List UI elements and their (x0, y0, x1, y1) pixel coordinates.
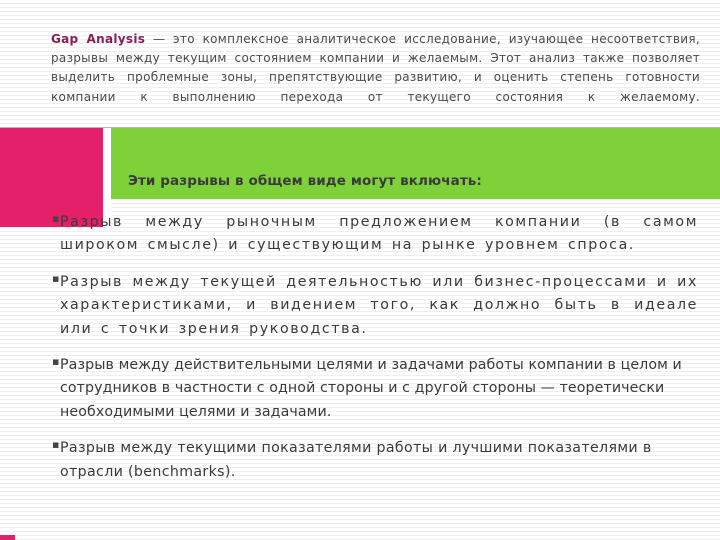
list-item (52, 354, 698, 424)
list-item-text: Разрыв между действительными целями и задачами работы компании в целом и сотрудников в частности с одной стороны и с другой стороны — теоретически необходимыми целями и задачами. (60, 357, 682, 420)
list-item-text: Разрыв между текущими показателями работы и лучшими показателями в отрасли (benchmarks). (60, 440, 652, 480)
pink-bottom-rule (0, 535, 15, 540)
intro-paragraph (51, 30, 700, 107)
intro-text: — это комплексное аналитическое исследование, изучающее несоответствия, разрывы между текущим состоянием компании и желаемым. Этот анализ также позволяет выделить проблемные зоны, препятствующие развитию, и оценить степень готовности компании к выполнению перехода от текущего состояния к желаемому. (51, 32, 700, 104)
bullet-square-icon: ▪ (52, 438, 60, 452)
list-item (52, 271, 698, 341)
section-subheading: Эти разрывы в общем виде могут включать: (128, 173, 482, 189)
gap-analysis-term: Gap Analysis (51, 32, 146, 46)
list-item-text: Разрыв между рыночным предложением компании (в самом широком смысле) и существующим на рынке уровнем спроса. (60, 214, 698, 254)
list-item (52, 211, 698, 258)
bullet-square-icon: ▪ (52, 355, 60, 369)
list-item (52, 437, 698, 484)
bullet-square-icon: ▪ (52, 212, 62, 225)
list-item-text: Разрыв между текущей деятельностью или бизнес-процессами и их характеристиками, и видением того, как должно быть в идеале или с точки зрения руководства. (60, 273, 698, 337)
gap-list (52, 211, 698, 497)
bullet-square-icon: ▪ (52, 271, 62, 285)
